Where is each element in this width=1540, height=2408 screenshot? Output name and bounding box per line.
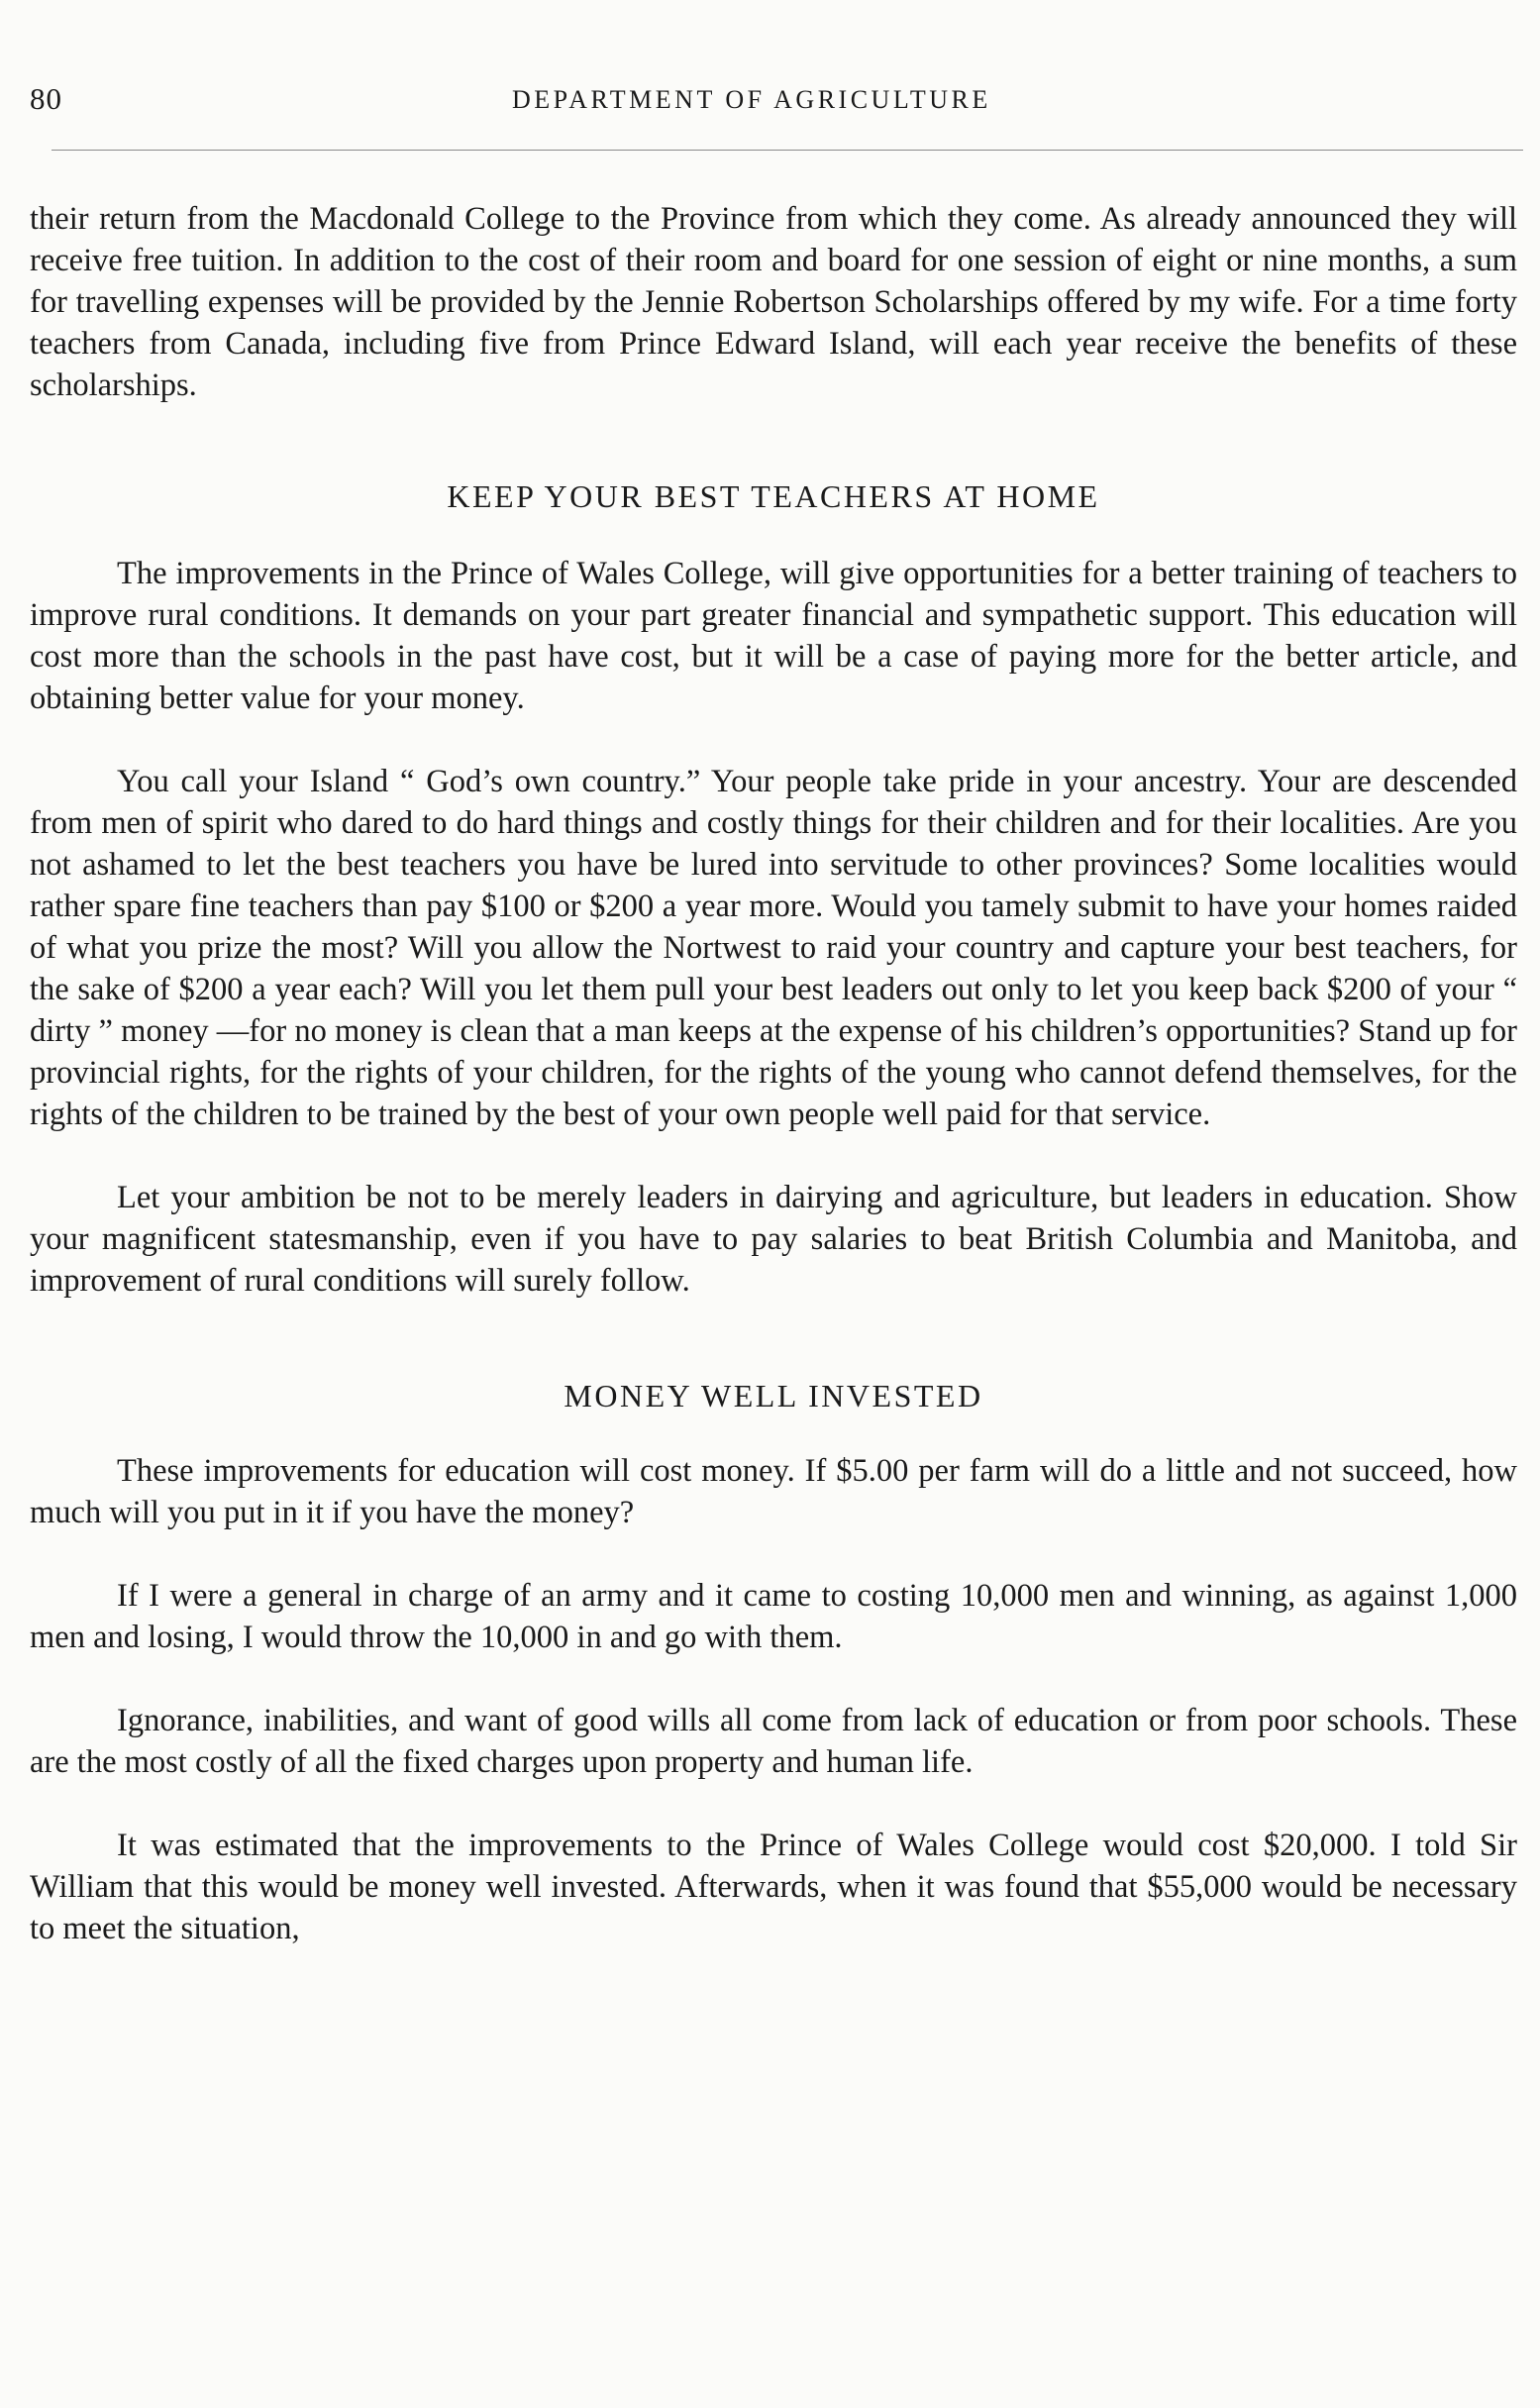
section-heading-keep-teachers: KEEP YOUR BEST TEACHERS AT HOME — [447, 478, 1100, 514]
page-number: 80 — [30, 81, 62, 116]
running-head — [30, 81, 1510, 121]
paragraph-improvements: The improvements in the Prince of Wales College, will give opportunities for a better training of teachers to improve rural conditions. It demands on your part greater financial and sympathetic support. This education will cost more than the schools in the past have cost, but it will be a case of paying more for the better article, and obtaining better value for your money. — [30, 556, 1517, 716]
paragraph-gods-own-country: You call your Island “ God’s own country.” Your people take pride in your ancestry. Your are descended from men of spirit who dared to do hard things and costly things for their children and for their localities. Are you not ashamed to let the best teachers you have be lured into servitude to other provinces? Some localities would rather spare fine teachers than pay $100 or $200 a year more. Would you tamely submit to have your homes raided of what you prize the most? Will you allow the Nortwest to raid your country and capture your best teachers, for the sake of $200 a year each? Will you let them pull your best leaders out only to let you keep back $200 of your “ dirty ” money —for no money is clean that a man keeps at the expense of his children’s opportunities? Stand up for provincial rights, for the rights of your children, for the rights of the young who cannot defend themselves, for the rights of the children to be trained by the best of your own people well paid for that service. — [30, 764, 1517, 1132]
paragraph-cost-money: These improvements for education will cost money. If $5.00 per farm will do a little and not succeed, how much will you put in it if you have the money? — [30, 1453, 1517, 1530]
paragraph-general-army: If I were a general in charge of an army and it came to costing 10,000 men and winning, as against 1,000 men and losing, I would throw the 10,000 in and go with them. — [30, 1578, 1517, 1655]
body-text — [30, 198, 1517, 1949]
running-head-title: DEPARTMENT OF AGRICULTURE — [512, 85, 991, 114]
paragraph-ignorance: Ignorance, inabilities, and want of good wills all come from lack of education or from poor schools. These are the most costly of all the fixed charges upon property and human life. — [30, 1703, 1517, 1780]
paragraph-estimated-cost: It was estimated that the improvements to the Prince of Wales College would cost $20,000. I told Sir William that this would be money well invested. Afterwards, when it was found that $55,000 would be necessary to meet the situation, — [30, 1828, 1517, 1946]
paragraph-ambition: Let your ambition be not to be merely leaders in dairying and agriculture, but leaders in education. Show your magnificent statesmanship, even if you have to pay salaries to beat British Columbia and Manitoba, and improvement of rural conditions will surely follow. — [30, 1180, 1517, 1299]
intro-paragraph: their return from the Macdonald College to the Province from which they come. As already announced they will receive free tuition. In addition to the cost of their room and board for one session of eight or nine months, a sum for travelling expenses will be provided by the Jennie Robertson Scholarships offered by my wife. For a time forty teachers from Canada, including five from Prince Edward Island, will each year receive the benefits of these scholarships. — [30, 201, 1517, 403]
header-rule — [51, 150, 1523, 151]
section-heading-money-invested: MONEY WELL INVESTED — [564, 1378, 983, 1413]
